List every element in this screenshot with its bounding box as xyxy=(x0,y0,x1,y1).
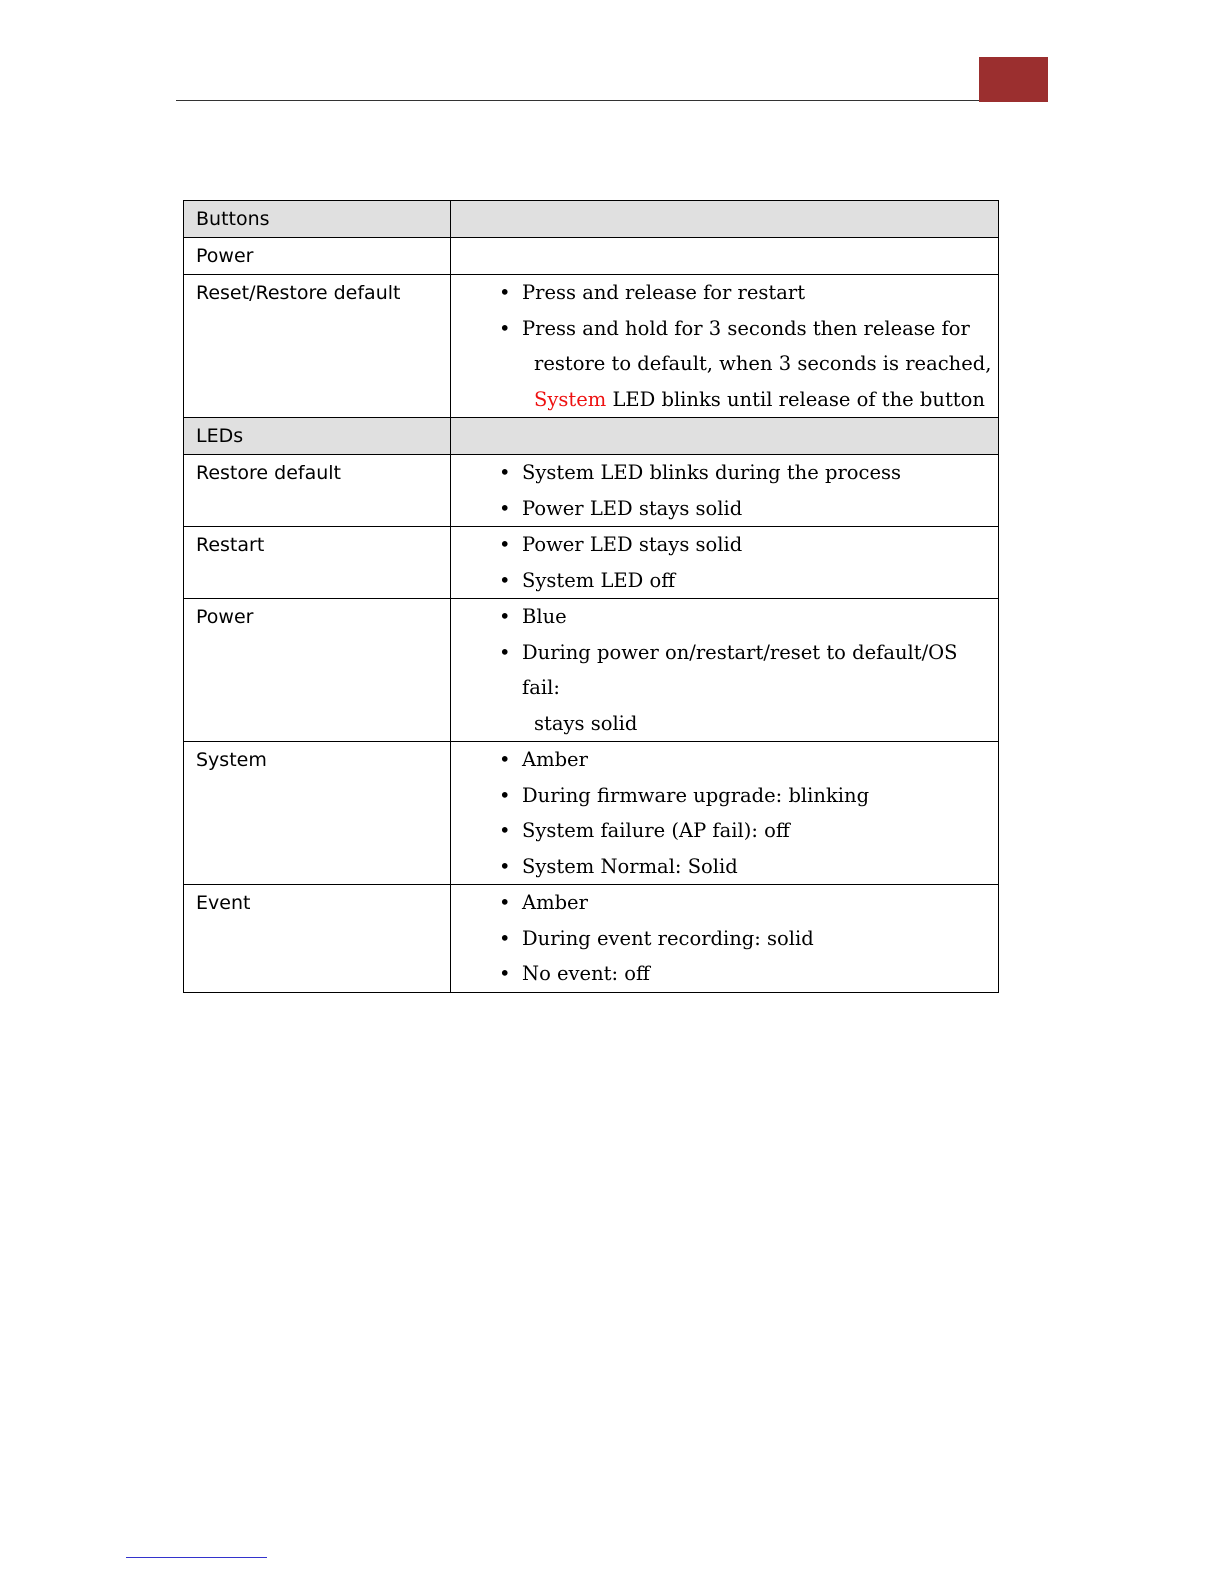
section-label: LEDs xyxy=(196,425,244,447)
row-label: Restart xyxy=(196,534,265,556)
buttons-leds-table xyxy=(183,200,999,993)
continuation-line: restore to default, when 3 seconds is reached, xyxy=(534,352,992,375)
table-row xyxy=(184,742,999,885)
list-item: • During event recording: solid xyxy=(497,921,998,957)
list-item: • System LED off xyxy=(497,563,998,599)
row-label: Power xyxy=(196,245,254,267)
row-label: Reset/Restore default xyxy=(196,282,401,304)
row-label: Event xyxy=(196,892,251,914)
table-row xyxy=(184,885,999,993)
table-row xyxy=(184,238,999,275)
bullet-list xyxy=(451,455,998,526)
row-label: Restore default xyxy=(196,462,341,484)
section-row-leds xyxy=(184,418,999,455)
header-color-tab xyxy=(979,57,1048,102)
continuation-line: System LED blinks until release of the button xyxy=(534,387,985,411)
bullet-list xyxy=(451,742,998,884)
section-row-buttons xyxy=(184,201,999,238)
list-item: • System Normal: Solid xyxy=(497,849,998,885)
list-item: • System failure (AP fail): off xyxy=(497,813,998,849)
footer-link-underline xyxy=(126,1557,267,1558)
bullet-list xyxy=(451,599,998,741)
continuation-line: stays solid xyxy=(534,711,638,735)
row-label: Power xyxy=(196,606,254,628)
list-item: • During power on/restart/reset to default/OS fail: stays solid xyxy=(497,635,998,742)
bullet-list xyxy=(451,885,998,992)
list-item: • During firmware upgrade: blinking xyxy=(497,778,998,814)
list-item: • Press and release for restart xyxy=(497,275,998,311)
section-label: Buttons xyxy=(196,208,270,230)
list-item: • Press and hold for 3 seconds then release for restore to default, when 3 seconds is reached, System LED blinks until release of the button xyxy=(497,311,998,418)
list-item: • No event: off xyxy=(497,956,998,992)
list-item: • Power LED stays solid xyxy=(497,491,998,527)
highlight-text: System xyxy=(534,387,607,411)
list-item: • Power LED stays solid xyxy=(497,527,998,563)
table-row xyxy=(184,275,999,418)
bullet-list xyxy=(451,275,998,417)
list-item: • Amber xyxy=(497,885,998,921)
table-row xyxy=(184,455,999,527)
list-item: • Blue xyxy=(497,599,998,635)
table-row xyxy=(184,527,999,599)
row-label: System xyxy=(196,749,267,771)
table-row xyxy=(184,599,999,742)
header-rule xyxy=(176,100,1047,101)
list-item: • System LED blinks during the process xyxy=(497,455,998,491)
list-item: • Amber xyxy=(497,742,998,778)
bullet-list xyxy=(451,527,998,598)
